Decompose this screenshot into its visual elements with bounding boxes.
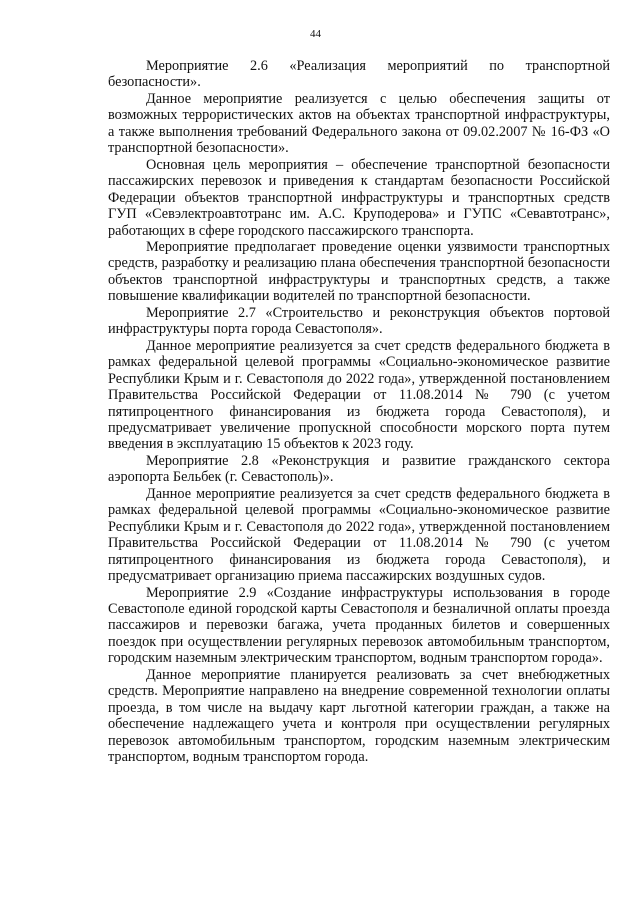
page-number: 44	[310, 28, 321, 40]
paragraph-measure-2-8-title: Мероприятие 2.8 «Реконструкция и развитие гражданского сектора аэропорта Бельбек (г. Севастополь)».	[108, 452, 610, 486]
paragraph-measure-2-6-title: Мероприятие 2.6 «Реализация мероприятий по транспортной безопасности».	[108, 58, 610, 91]
paragraph-measure-2-6-assessment: Мероприятие предполагает проведение оценки уязвимости транспортных средств, разработку и реализацию плана обеспечения транспортной безопасности объектов транспортной инфраструктуры и транспортных средств, а также повышение квалификации водителей по транспортной безопасности.	[108, 238, 610, 305]
paragraph-measure-2-7-title: Мероприятие 2.7 «Строительство и реконструкция объектов портовой инфраструктуры порта города Севастополя».	[108, 304, 610, 338]
document-body	[108, 58, 610, 765]
paragraph-measure-2-9-title: Мероприятие 2.9 «Создание инфраструктуры использования в городе Севастополе единой городской карты Севастополя и безналичной оплаты проезда пассажиров и перевозки багажа, учета проданных билетов и совершенных поездок при осуществлении регулярных перевозок автомобильным транспортом, городским наземным электрическим транспортом, водным транспортом города».	[108, 584, 610, 667]
paragraph-measure-2-6-purpose: Данное мероприятие реализуется с целью обеспечения защиты от возможных террористических актов на объектах транспортной инфраструктуры, а также выполнения требований Федерального закона от 09.02.2007 № 16-ФЗ «О транспортной безопасности».	[108, 90, 610, 157]
paragraph-measure-2-6-main-goal: Основная цель мероприятия – обеспечение транспортной безопасности пассажирских перевозок и приведения к стандартам безопасности Российской Федерации объектов транспортной инфраструктуры и транспортных средств ГУП «Севэлектроавтотранс им. А.С. Круподерова» и ГУПС «Севавтотранс», работающих в сфере городского пассажирского транспорта.	[108, 156, 610, 239]
paragraph-measure-2-7-funding: Данное мероприятие реализуется за счет средств федерального бюджета в рамках федеральной целевой программы «Социально-экономическое развитие Республики Крым и г. Севастополя до 2022 года», утвержденной постановлением Правительства Российской Федерации от 11.08.2014 № 790 (с учетом пятипроцентного финансирования из бюджета города Севастополя), и предусматривает увеличение пропускной способности морского порта путем введения в эксплуатацию 15 объектов к 2023 году.	[108, 337, 610, 453]
paragraph-measure-2-8-funding: Данное мероприятие реализуется за счет средств федерального бюджета в рамках федеральной целевой программы «Социально-экономическое развитие Республики Крым и г. Севастополя до 2022 года», утвержденной постановлением Правительства Российской Федерации от 11.08.2014 № 790 (с учетом пятипроцентного финансирования из бюджета города Севастополя), и предусматривает организацию приема пассажирских воздушных судов.	[108, 485, 610, 585]
paragraph-measure-2-9-funding: Данное мероприятие планируется реализовать за счет внебюджетных средств. Мероприятие направлено на внедрение современной технологии оплаты проезда, в том числе на выдачу карт льготной категории граждан, а также на обеспечение надлежащего учета и контроля при осуществлении регулярных перевозок автомобильным транспортом, городским наземным электрическим транспортом, водным транспортом города.	[108, 666, 610, 766]
